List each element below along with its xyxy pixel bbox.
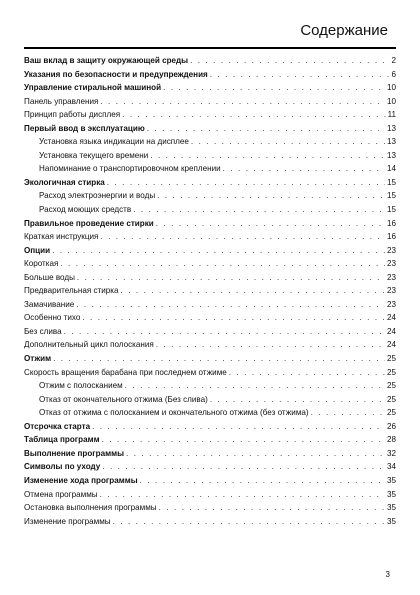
toc-entry-label: Отжим с полосканием xyxy=(39,381,123,391)
toc-entry[interactable] xyxy=(24,284,396,298)
toc-entry[interactable] xyxy=(24,379,396,393)
table-of-contents xyxy=(24,54,396,528)
toc-entry-page: 25 xyxy=(386,381,396,391)
toc-entry-label: Отмена программы xyxy=(24,489,98,499)
toc-entry[interactable] xyxy=(24,501,396,515)
toc-leader-dots xyxy=(102,433,385,447)
toc-entry-label: Изменение программы xyxy=(24,516,111,526)
toc-leader-dots xyxy=(100,230,385,244)
toc-entry-page: 23 xyxy=(386,272,396,282)
toc-entry-label: Больше воды xyxy=(24,272,75,282)
toc-entry-page: 25 xyxy=(386,367,396,377)
toc-leader-dots xyxy=(140,474,385,488)
toc-entry[interactable] xyxy=(24,393,396,407)
toc-entry-label: Первый ввод в эксплуатацию xyxy=(24,123,145,133)
toc-entry-label: Расход электроэнергии и воды xyxy=(39,191,156,201)
toc-entry-label: Расход моющих средств xyxy=(39,205,132,215)
toc-entry[interactable] xyxy=(24,311,396,325)
toc-entry[interactable] xyxy=(24,338,396,352)
toc-entry-label: Без слива xyxy=(24,326,62,336)
toc-leader-dots xyxy=(163,81,385,95)
toc-entry[interactable] xyxy=(24,230,396,244)
toc-entry-label: Короткая xyxy=(24,259,59,269)
toc-entry-page: 15 xyxy=(386,205,396,215)
toc-leader-dots xyxy=(311,406,385,420)
toc-leader-dots xyxy=(125,379,385,393)
toc-leader-dots xyxy=(210,68,390,82)
toc-leader-dots xyxy=(100,488,385,502)
toc-entry-page: 13 xyxy=(386,137,396,147)
toc-entry-label: Опции xyxy=(24,245,51,255)
toc-leader-dots xyxy=(100,95,385,109)
toc-entry-label: Управление стиральной машиной xyxy=(24,83,162,93)
toc-entry[interactable] xyxy=(24,352,396,366)
toc-entry-label: Остановка выполнения программы xyxy=(24,503,157,513)
toc-entry-page: 23 xyxy=(386,299,396,309)
toc-entry-label: Установка языка индикации на дисплее xyxy=(39,137,189,147)
toc-leader-dots xyxy=(77,271,385,285)
toc-entry[interactable] xyxy=(24,460,396,474)
toc-entry[interactable] xyxy=(24,298,396,312)
toc-entry-label: Отсрочка старта xyxy=(24,421,91,431)
toc-leader-dots xyxy=(92,420,385,434)
toc-entry-page: 35 xyxy=(386,516,396,526)
toc-entry-label: Панель управления xyxy=(24,96,99,106)
toc-entry[interactable] xyxy=(24,162,396,176)
toc-entry-label: Экологичная стирка xyxy=(24,177,105,187)
toc-leader-dots xyxy=(107,176,385,190)
toc-entry-label: Особенно тихо xyxy=(24,313,81,323)
toc-entry[interactable] xyxy=(24,68,396,82)
toc-entry-page: 24 xyxy=(386,340,396,350)
toc-entry-page: 25 xyxy=(386,354,396,364)
toc-entry-label: Установка текущего времени xyxy=(39,150,149,160)
toc-leader-dots xyxy=(156,338,385,352)
toc-entry-page: 26 xyxy=(386,421,396,431)
toc-entry-page: 24 xyxy=(386,313,396,323)
toc-entry-page: 23 xyxy=(386,245,396,255)
toc-entry-page: 23 xyxy=(386,259,396,269)
toc-entry[interactable] xyxy=(24,447,396,461)
toc-entry[interactable] xyxy=(24,488,396,502)
toc-entry-page: 13 xyxy=(386,150,396,160)
toc-leader-dots xyxy=(159,501,385,515)
toc-entry-page: 35 xyxy=(386,503,396,513)
toc-entry[interactable] xyxy=(24,203,396,217)
toc-leader-dots xyxy=(64,325,385,339)
toc-entry[interactable] xyxy=(24,515,396,529)
toc-entry[interactable] xyxy=(24,244,396,258)
toc-leader-dots xyxy=(126,447,385,461)
toc-entry[interactable] xyxy=(24,54,396,68)
toc-entry-page: 25 xyxy=(386,394,396,404)
toc-entry-page: 23 xyxy=(386,286,396,296)
toc-entry-label: Отказ от окончательного отжима (Без слива) xyxy=(39,394,208,404)
toc-entry-page: 11 xyxy=(387,110,396,120)
toc-leader-dots xyxy=(191,135,385,149)
toc-entry[interactable] xyxy=(24,474,396,488)
toc-entry[interactable] xyxy=(24,135,396,149)
toc-leader-dots xyxy=(157,189,385,203)
toc-entry-label: Таблица программ xyxy=(24,435,100,445)
toc-leader-dots xyxy=(223,162,385,176)
toc-entry-page: 14 xyxy=(386,164,396,174)
toc-entry-label: Принцип работы дисплея xyxy=(24,110,121,120)
toc-entry[interactable] xyxy=(24,81,396,95)
toc-entry-page: 35 xyxy=(386,489,396,499)
toc-entry-page: 2 xyxy=(391,56,396,65)
toc-entry-page: 16 xyxy=(386,232,396,242)
toc-entry-page: 25 xyxy=(386,408,396,418)
toc-leader-dots xyxy=(190,54,389,68)
toc-entry[interactable] xyxy=(24,122,396,136)
toc-entry[interactable] xyxy=(24,149,396,163)
toc-entry-label: Отжим xyxy=(24,354,52,364)
toc-leader-dots xyxy=(229,366,385,380)
toc-entry-label: Выполнение программы xyxy=(24,448,125,458)
toc-entry[interactable] xyxy=(24,433,396,447)
toc-leader-dots xyxy=(102,460,385,474)
toc-entry-label: Ваш вклад в защиту окружающей среды xyxy=(24,56,189,65)
toc-leader-dots xyxy=(52,244,385,258)
toc-entry[interactable] xyxy=(24,95,396,109)
toc-entry[interactable] xyxy=(24,366,396,380)
toc-entry-label: Символы по уходу xyxy=(24,462,101,472)
toc-leader-dots xyxy=(156,217,385,231)
toc-entry-label: Изменение хода программы xyxy=(24,475,138,485)
toc-entry-label: Замачивание xyxy=(24,299,75,309)
toc-entry-page: 10 xyxy=(386,83,396,93)
toc-entry-page: 10 xyxy=(386,96,396,106)
toc-entry-page: 32 xyxy=(386,448,396,458)
toc-entry[interactable] xyxy=(24,176,396,190)
toc-leader-dots xyxy=(122,108,385,122)
page-title: Содержание xyxy=(300,22,388,39)
toc-entry[interactable] xyxy=(24,217,396,231)
toc-entry[interactable] xyxy=(24,325,396,339)
toc-leader-dots xyxy=(121,284,385,298)
toc-entry-label: Напоминание о транспортировочном креплении xyxy=(39,164,221,174)
toc-leader-dots xyxy=(150,149,385,163)
toc-entry-label: Отказ от отжима с полосканием и окончательного отжима (без отжима) xyxy=(39,408,309,418)
toc-entry[interactable] xyxy=(24,271,396,285)
toc-entry[interactable] xyxy=(24,108,396,122)
toc-leader-dots xyxy=(60,257,385,271)
toc-leader-dots xyxy=(53,352,385,366)
toc-leader-dots xyxy=(113,515,385,529)
toc-entry-page: 35 xyxy=(386,475,396,485)
toc-entry-label: Краткая инструкция xyxy=(24,232,99,242)
toc-entry[interactable] xyxy=(24,420,396,434)
toc-entry-label: Правильное проведение стирки xyxy=(24,218,154,228)
toc-entry-page: 6 xyxy=(391,69,396,79)
toc-leader-dots xyxy=(147,122,385,136)
toc-entry-page: 16 xyxy=(386,218,396,228)
toc-entry[interactable] xyxy=(24,189,396,203)
toc-entry[interactable] xyxy=(24,406,396,420)
page-number: 3 xyxy=(385,570,390,579)
toc-entry-page: 24 xyxy=(386,326,396,336)
toc-entry-page: 34 xyxy=(386,462,396,472)
toc-entry-label: Указания по безопасности и предупреждения xyxy=(24,69,208,79)
toc-leader-dots xyxy=(82,311,385,325)
toc-entry-page: 15 xyxy=(386,177,396,187)
toc-entry-label: Предварительная стирка xyxy=(24,286,119,296)
toc-entry-page: 13 xyxy=(386,123,396,133)
title-divider xyxy=(24,47,396,49)
toc-entry-page: 28 xyxy=(386,435,396,445)
toc-entry[interactable] xyxy=(24,257,396,271)
toc-entry-label: Дополнительный цикл полоскания xyxy=(24,340,154,350)
toc-leader-dots xyxy=(133,203,385,217)
toc-leader-dots xyxy=(210,393,385,407)
toc-leader-dots xyxy=(76,298,385,312)
toc-entry-label: Скорость вращения барабана при последнем отжиме xyxy=(24,367,227,377)
toc-entry-page: 15 xyxy=(386,191,396,201)
